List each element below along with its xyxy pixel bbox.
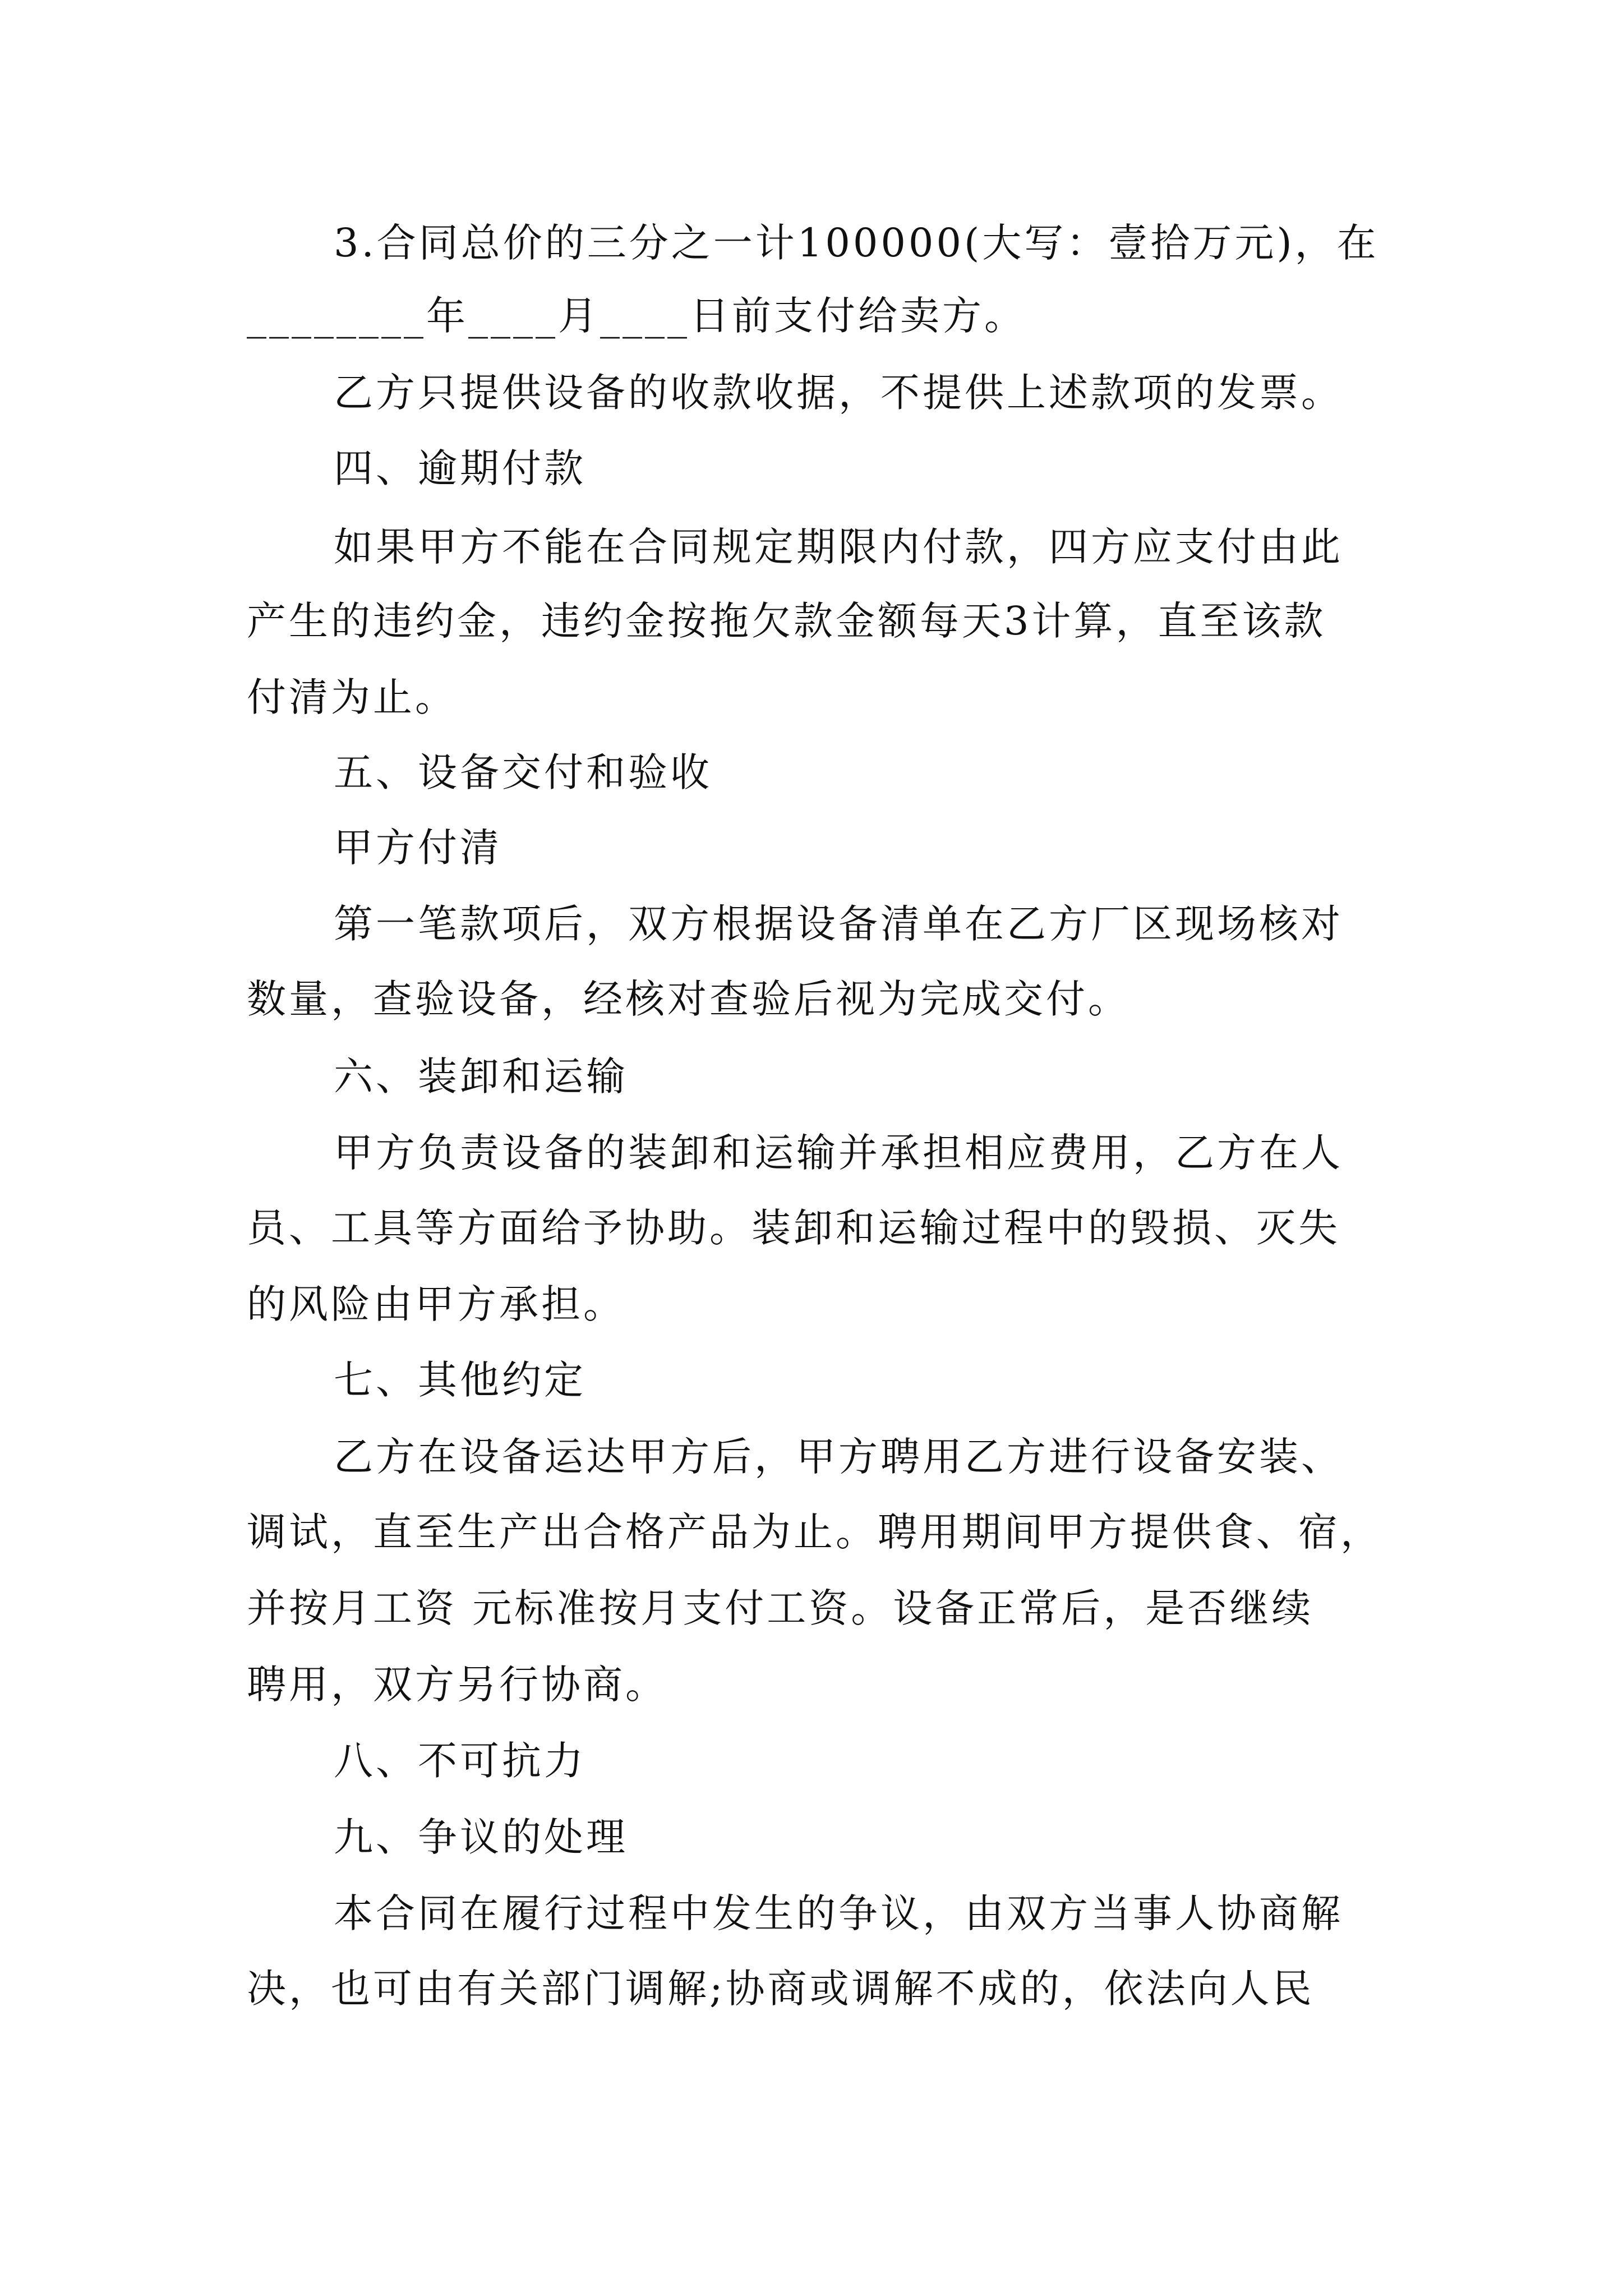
- paragraph-line: 3.合同总价的三分之一计100000(大写：壹拾万元)，在: [334, 220, 1379, 266]
- paragraph-line: 数量，查验设备，经核对查验后视为完成交付。: [247, 976, 1130, 1022]
- paragraph-line: ________年____月____日前支付给卖方。: [247, 293, 1026, 339]
- paragraph-line: 员、工具等方面给予协助。装卸和运输过程中的毁损、灭失: [247, 1205, 1340, 1251]
- paragraph-line: 甲方负责设备的装卸和运输并承担相应费用，乙方在人: [334, 1130, 1343, 1176]
- paragraph-line: 产生的违约金，违约金按拖欠款金额每天3计算，直至该款: [247, 598, 1326, 644]
- paragraph-line: 甲方付清: [334, 825, 502, 871]
- paragraph-line: 乙方在设备运达甲方后，甲方聘用乙方进行设备安装、: [334, 1434, 1343, 1480]
- section-heading: 五、设备交付和验收: [334, 749, 712, 795]
- paragraph-line: 并按月工资 元标准按月支付工资。设备正常后，是否继续: [247, 1585, 1314, 1631]
- paragraph-line: 本合同在履行过程中发生的争议，由双方当事人协商解: [334, 1890, 1343, 1936]
- paragraph-line: 调试，直至生产出合格产品为止。聘用期间甲方提供食、宿，: [247, 1509, 1382, 1555]
- section-heading: 七、其他约定: [334, 1357, 586, 1403]
- paragraph-line: 付清为止。: [247, 674, 457, 720]
- section-heading: 八、不可抗力: [334, 1738, 586, 1784]
- section-heading: 四、逾期付款: [334, 445, 586, 491]
- paragraph-line: 第一笔款项后，双方根据设备清单在乙方厂区现场核对: [334, 901, 1343, 947]
- paragraph-line: 聘用，双方另行协商。: [247, 1662, 667, 1708]
- paragraph-line: 决，也可由有关部门调解;协商或调解不成的，依法向人民: [247, 1966, 1315, 2012]
- paragraph-line: 的风险由甲方承担。: [247, 1281, 625, 1327]
- paragraph-line: 乙方只提供设备的收款收据，不提供上述款项的发票。: [334, 370, 1343, 416]
- paragraph-line: 如果甲方不能在合同规定期限内付款，四方应支付由此: [334, 524, 1343, 570]
- section-heading: 九、争议的处理: [334, 1814, 628, 1860]
- section-heading: 六、装卸和运输: [334, 1053, 628, 1099]
